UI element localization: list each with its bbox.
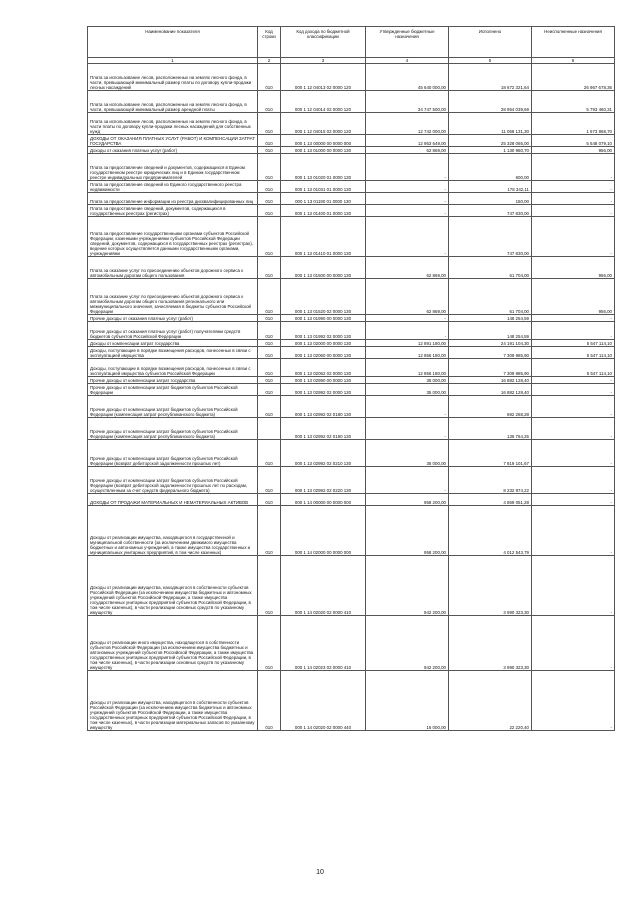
row-kbk: 000 1 13 01400 01 0000 130: [281, 205, 366, 217]
row-code: 010: [258, 340, 281, 347]
row-executed: 61 704,00: [449, 257, 532, 279]
header-unexecuted: Неисполненные назначения: [532, 27, 615, 58]
row-executed: 747 830,00: [449, 205, 532, 217]
row-kbk: 000 1 14 00000 00 0000 000: [281, 494, 366, 506]
table-row: [88, 217, 615, 257]
col-number: 4: [366, 58, 449, 64]
table-row: [88, 384, 615, 396]
row-unexecuted: -: [532, 181, 615, 193]
row-approved: 12 742 000,00: [366, 113, 449, 135]
row-kbk: 000 1 13 01500 00 0000 130: [281, 257, 366, 279]
row-kbk: 000 1 14 02020 02 0000 440: [281, 671, 366, 731]
row-kbk: 000 1 13 01190 01 0000 130: [281, 193, 366, 205]
row-name: Плата за оказание услуг по присоединению объектов дорожного сервиса к автомобильным дорогам общего пользования регионального или межмуниципального значения, зачисляемая в бюджеты субъектов Российской Федерации: [88, 279, 258, 315]
row-code: 010: [258, 494, 281, 506]
row-name: Плата за предоставление сведений, документов, содержащихся в государственных реестрах (регистрах): [88, 205, 258, 217]
row-name: Плата за предоставление государственными органами субъектов Российской Федерации, казенными учреждениями субъектов Российской Федерации сведений, документов, содержащихся в государственных реестрах (регистрах), ведение которых осуществляется данными государственными органами, учреждениями: [88, 217, 258, 257]
row-unexecuted: 5 793 460,31: [532, 91, 615, 113]
row-name: Доходы от реализации имущества, находящегося в собственности субъектов Российской Федерации (за исключением имущества бюджетных и автономных учреждений субъектов Российской Федерации, а также имущества государственных унитарных предприятий субъектов Российской Федерации, в том числе казенных), в части реализации материальных запасов по указанному имуществу: [88, 671, 258, 731]
row-unexecuted: -: [532, 396, 615, 418]
row-executed: 7 309 985,90: [449, 347, 532, 359]
row-unexecuted: -: [532, 217, 615, 257]
row-code: 010: [258, 217, 281, 257]
row-unexecuted: 956,00: [532, 257, 615, 279]
header-name: Наименование показателя: [88, 27, 258, 58]
col-number: 2: [258, 58, 281, 64]
row-code: 010: [258, 322, 281, 340]
row-code: 010: [258, 154, 281, 181]
row-kbk: 000 1 13 01031 01 0000 130: [281, 181, 366, 193]
row-approved: 35 000,00: [366, 440, 449, 467]
row-executed: 148 254,59: [449, 322, 532, 340]
row-approved: 942 200,00: [366, 616, 449, 671]
table-row: [88, 494, 615, 506]
row-unexecuted: -: [532, 671, 615, 731]
row-approved: 12 953 649,00: [366, 135, 449, 147]
row-approved: 34 747 500,00: [366, 91, 449, 113]
row-code: 010: [258, 377, 281, 384]
row-unexecuted: 5 548 079,10: [532, 135, 615, 147]
table-row: [88, 64, 615, 91]
header-executed: Исполнено: [449, 27, 532, 58]
row-approved: 12 856 180,00: [366, 347, 449, 359]
table-row: [88, 340, 615, 347]
row-kbk: 000 1 13 01990 00 0000 130: [281, 315, 366, 322]
row-name: Доходы от реализации иного имущества, находящегося в собственности субъектов Российской Федерации (за исключением имущества бюджетных и автономных учреждений субъектов Российской Федерации, а также имущества государственных унитарных предприятий субъектов Российской Федерации, в том числе казенных), в части реализации основных средств по указанному имуществу: [88, 616, 258, 671]
row-approved: -: [366, 205, 449, 217]
row-kbk: 000 1 13 02000 00 0000 130: [281, 340, 366, 347]
row-unexecuted: -: [532, 205, 615, 217]
row-name: Доходы, поступающие в порядке возмещения расходов, понесенных в связи с эксплуатацией имущества субъектов Российской Федерации: [88, 359, 258, 377]
row-unexecuted: -: [532, 322, 615, 340]
row-name: Плата за предоставление сведений и документов, содержащихся в Едином государственном реестре юридических лиц и в Едином государственном реестре индивидуальных предпринимателей: [88, 154, 258, 181]
row-kbk: 000 1 13 02990 00 0000 130: [281, 377, 366, 384]
table-row: [88, 205, 615, 217]
row-name: Доходы от оказания платных услуг (работ): [88, 147, 258, 154]
row-executed: 3 990 323,30: [449, 616, 532, 671]
row-kbk: 000 1 13 01020 01 0000 130: [281, 154, 366, 181]
row-unexecuted: -: [532, 467, 615, 494]
row-executed: 22 220,40: [449, 671, 532, 731]
row-executed: 600,00: [449, 154, 532, 181]
row-kbk: 000 1 14 02020 02 0000 410: [281, 556, 366, 616]
row-approved: -: [366, 322, 449, 340]
row-kbk: 000 1 14 02000 00 0000 000: [281, 506, 366, 556]
row-name: ДОХОДЫ ОТ ОКАЗАНИЯ ПЛАТНЫХ УСЛУГ (РАБОТ) И КОМПЕНСАЦИИ ЗАТРАТ ГОСУДАРСТВА: [88, 135, 258, 147]
row-unexecuted: -: [532, 315, 615, 322]
row-name: Прочие доходы от компенсации затрат бюджетов субъектов Российской Федерации (возврат дебиторской задолженности прошлых лет по расходам, осуществленным за счет средств федерального бюджета): [88, 467, 258, 494]
row-executed: 1 130 960,70: [449, 147, 532, 154]
row-kbk: 000 1 13 02992 02 0220 130: [281, 467, 366, 494]
row-executed: 4 012 543,79: [449, 506, 532, 556]
row-name: Плата за оказание услуг по присоединению объектов дорожного сервиса к автомобильным дорогам общего пользования: [88, 257, 258, 279]
row-code: 010: [258, 616, 281, 671]
row-kbk: 000 1 13 01992 02 0000 130: [281, 322, 366, 340]
row-unexecuted: 956,00: [532, 147, 615, 154]
row-approved: 62 869,00: [366, 257, 449, 279]
row-approved: 62 869,00: [366, 279, 449, 315]
row-executed: 16 882 128,40: [449, 384, 532, 396]
table-row: [88, 322, 615, 340]
row-code: 010: [258, 147, 281, 154]
row-kbk: 000 1 13 02992 02 0190 130: [281, 418, 366, 440]
table-row: [88, 154, 615, 181]
row-code: 010: [258, 315, 281, 322]
row-executed: 7 819 101,67: [449, 440, 532, 467]
row-name: ДОХОДЫ ОТ ПРОДАЖИ МАТЕРИАЛЬНЫХ И НЕМАТЕРИАЛЬНЫХ АКТИВОВ: [88, 494, 258, 506]
row-name: Доходы от реализации имущества, находящегося в государственной и муниципальной собственности (за исключением движимого имущества бюджетных и автономных учреждений, а также имущества государственных и муниципальных унитарных предприятий, в том числе казенных): [88, 506, 258, 556]
row-executed: 61 704,00: [449, 279, 532, 315]
table-row: [88, 396, 615, 418]
row-code: 010: [258, 396, 281, 418]
row-kbk: 000 1 12 04013 02 0000 120: [281, 64, 366, 91]
row-code: 010: [258, 64, 281, 91]
row-approved: -: [366, 217, 449, 257]
row-approved: 958 200,00: [366, 506, 449, 556]
row-kbk: 000 1 13 02992 02 0180 130: [281, 396, 366, 418]
row-executed: 25 328 065,00: [449, 135, 532, 147]
row-kbk: 000 1 12 04014 02 0000 120: [281, 91, 366, 113]
row-executed: 28 954 039,69: [449, 91, 532, 113]
row-approved: -: [366, 418, 449, 440]
row-approved: 45 640 000,00: [366, 64, 449, 91]
row-name: Плата за использование лесов, расположенных на землях лесного фонда, в части, превышающей минимальный размер арендной платы: [88, 91, 258, 113]
col-number: 1: [88, 58, 258, 64]
row-kbk: 000 1 13 02062 02 0000 130: [281, 359, 366, 377]
row-unexecuted: 26 967 678,36: [532, 64, 615, 91]
report-table: [87, 26, 615, 731]
row-name: Прочие доходы от компенсации затрат бюджетов субъектов Российской Федерации (возврат дебиторской задолженности прошлых лет): [88, 440, 258, 467]
header-kbk: Код дохода по бюджетной классификации: [281, 27, 366, 58]
header-code: Код строки: [258, 27, 281, 58]
row-code: 010: [258, 467, 281, 494]
row-code: 010: [258, 359, 281, 377]
table-row: [88, 181, 615, 193]
row-code: 010: [258, 556, 281, 616]
row-approved: 35 000,00: [366, 377, 449, 384]
table-row: [88, 506, 615, 556]
row-approved: 35 000,00: [366, 384, 449, 396]
row-code: 010: [258, 384, 281, 396]
table-body: [88, 64, 615, 731]
table-row: [88, 315, 615, 322]
table-header-row: [88, 27, 615, 58]
row-code: 010: [258, 91, 281, 113]
row-kbk: 000 1 13 00000 00 0000 000: [281, 135, 366, 147]
row-code: 010: [258, 193, 281, 205]
row-approved: 16 000,00: [366, 671, 449, 731]
row-name: Доходы, поступающие в порядке возмещения расходов, понесенных в связи с эксплуатацией имущества: [88, 347, 258, 359]
row-code: 010: [258, 181, 281, 193]
header-approved: Утвержденные бюджетные назначения: [366, 27, 449, 58]
row-executed: 11 068 131,30: [449, 113, 532, 135]
row-approved: -: [366, 315, 449, 322]
row-name: Доходы от компенсации затрат государства: [88, 340, 258, 347]
row-name: Прочие доходы от компенсации затрат бюджетов субъектов Российской Федерации (компенсация затрат республиканского бюджета): [88, 418, 258, 440]
row-code: 010: [258, 279, 281, 315]
row-unexecuted: 1 673 868,70: [532, 113, 615, 135]
table-row: [88, 91, 615, 113]
row-approved: -: [366, 154, 449, 181]
page-number: 10: [316, 869, 324, 876]
row-executed: 692 268,28: [449, 396, 532, 418]
row-unexecuted: -: [532, 193, 615, 205]
row-code: 010: [258, 257, 281, 279]
row-code: 010: [258, 347, 281, 359]
row-approved: 942 200,00: [366, 556, 449, 616]
table-row: [88, 347, 615, 359]
row-unexecuted: -: [532, 418, 615, 440]
row-executed: 178 342,11: [449, 181, 532, 193]
table-row: [88, 257, 615, 279]
row-code: 010: [258, 671, 281, 731]
row-approved: 958 200,00: [366, 494, 449, 506]
table-row: [88, 279, 615, 315]
row-unexecuted: 5 547 114,10: [532, 347, 615, 359]
row-executed: 18 672 321,64: [449, 64, 532, 91]
row-executed: 7 309 985,90: [449, 359, 532, 377]
row-unexecuted: -: [532, 154, 615, 181]
table-row: [88, 671, 615, 731]
row-unexecuted: -: [532, 494, 615, 506]
row-kbk: 000 1 12 04015 02 0000 120: [281, 113, 366, 135]
row-executed: 148 254,59: [449, 315, 532, 322]
row-unexecuted: 5 547 114,10: [532, 359, 615, 377]
row-name: Плата за предоставление информации из реестра дисквалифицированных лиц: [88, 193, 258, 205]
row-unexecuted: 956,00: [532, 279, 615, 315]
table-row: [88, 440, 615, 467]
row-approved: -: [366, 467, 449, 494]
table-row: [88, 556, 615, 616]
row-kbk: 000 1 13 01520 02 0000 130: [281, 279, 366, 315]
row-executed: 747 830,00: [449, 217, 532, 257]
row-kbk: 000 1 14 02023 02 0000 410: [281, 616, 366, 671]
row-kbk: 000 1 13 01000 00 0000 130: [281, 147, 366, 154]
row-unexecuted: -: [532, 377, 615, 384]
row-unexecuted: 5 547 114,10: [532, 340, 615, 347]
row-executed: 8 232 974,22: [449, 467, 532, 494]
row-name: Плата за использование лесов, расположенных на землях лесного фонда, в части, превышающей минимальный размер платы по договору купли-продажи лесных насаждений: [88, 64, 258, 91]
row-unexecuted: -: [532, 616, 615, 671]
row-code: 010: [258, 135, 281, 147]
row-approved: -: [366, 396, 449, 418]
row-executed: 150,00: [449, 193, 532, 205]
table-row: [88, 616, 615, 671]
table-row: [88, 418, 615, 440]
table-row: [88, 377, 615, 384]
row-name: Прочие доходы от оказания платных услуг (работ): [88, 315, 258, 322]
row-kbk: 000 1 13 02992 02 0210 130: [281, 440, 366, 467]
row-executed: 4 869 051,28: [449, 494, 532, 506]
row-code: 010: [258, 506, 281, 556]
row-kbk: 000 1 13 02992 02 0000 130: [281, 384, 366, 396]
row-approved: 12 856 180,00: [366, 359, 449, 377]
row-name: Прочие доходы от оказания платных услуг (работ) получателями средств бюджетов субъектов Российской Федерации: [88, 322, 258, 340]
row-unexecuted: -: [532, 556, 615, 616]
row-name: Плата за предоставление сведений из Единого государственного реестра недвижимости: [88, 181, 258, 193]
table-row: [88, 135, 615, 147]
row-approved: 62 869,00: [366, 147, 449, 154]
col-number: 6: [532, 58, 615, 64]
row-kbk: 000 1 13 02060 00 0000 130: [281, 347, 366, 359]
row-executed: 136 764,26: [449, 418, 532, 440]
row-unexecuted: -: [532, 506, 615, 556]
row-code: 010: [258, 205, 281, 217]
row-name: Прочие доходы от компенсации затрат бюджетов субъектов Российской Федерации (компенсация затрат республиканского бюджета): [88, 396, 258, 418]
row-executed: 24 191 104,30: [449, 340, 532, 347]
row-code: 010: [258, 113, 281, 135]
table-row: [88, 359, 615, 377]
table-row: [88, 467, 615, 494]
row-name: Прочие доходы от компенсации затрат бюджетов субъектов Российской Федерации: [88, 384, 258, 396]
table-row: [88, 113, 615, 135]
col-number: 5: [449, 58, 532, 64]
table-row: [88, 147, 615, 154]
row-code: [258, 418, 281, 440]
row-code: 010: [258, 440, 281, 467]
row-executed: 16 882 128,40: [449, 377, 532, 384]
row-name: Прочие доходы от компенсации затрат государства: [88, 377, 258, 384]
row-executed: 3 990 323,30: [449, 556, 532, 616]
row-approved: -: [366, 193, 449, 205]
table-row: [88, 193, 615, 205]
row-unexecuted: -: [532, 440, 615, 467]
row-name: Доходы от реализации имущества, находящегося в собственности субъектов Российской Федерации (за исключением имущества бюджетных и автономных учреждений субъектов Российской Федерации, а также имущества государственных унитарных предприятий субъектов Российской Федерации, в том числе казенных), в части реализации основных средств по указанному имуществу: [88, 556, 258, 616]
row-approved: 12 891 180,00: [366, 340, 449, 347]
row-name: Плата за использование лесов, расположенных на землях лесного фонда, в части платы по договору купли-продажи лесных насаждений для собственных нужд: [88, 113, 258, 135]
row-approved: -: [366, 181, 449, 193]
row-kbk: 000 1 13 01410 01 0000 130: [281, 217, 366, 257]
row-unexecuted: -: [532, 384, 615, 396]
col-number: 3: [281, 58, 366, 64]
